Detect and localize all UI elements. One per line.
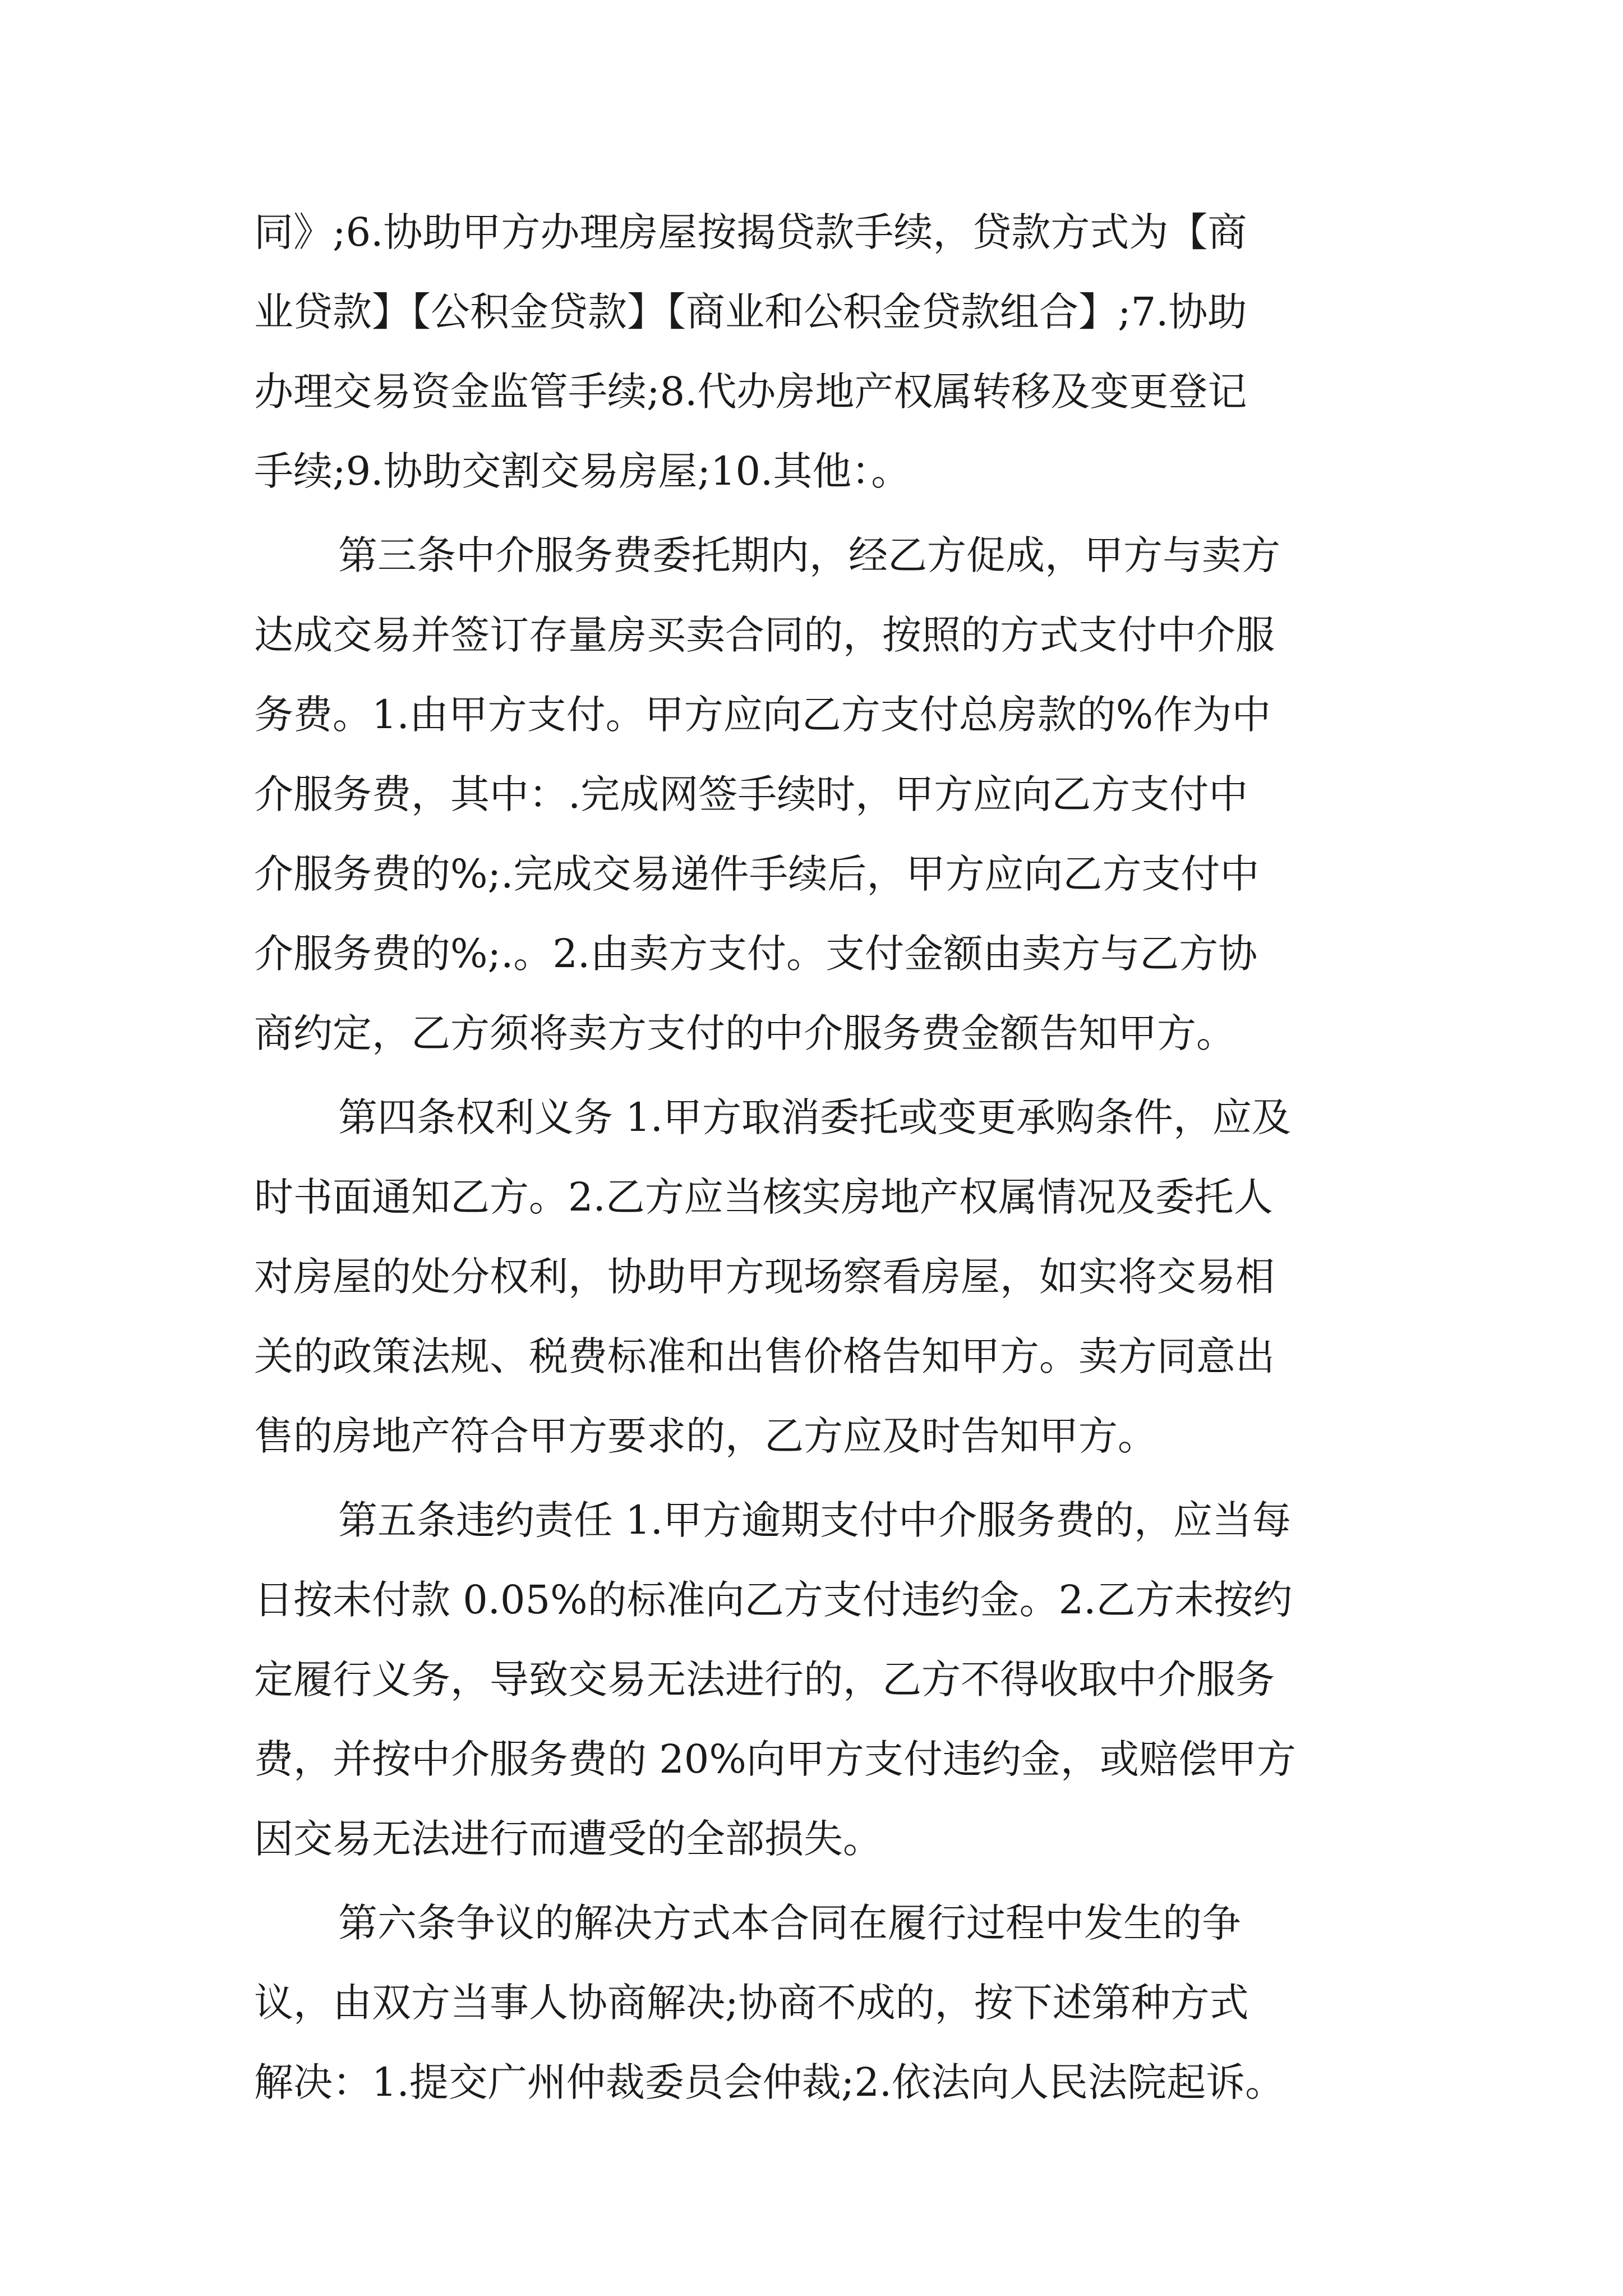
- paragraph-article-5: [254, 1480, 1376, 1879]
- text-line: 业贷款】【公积金贷款】【商业和公积金贷款组合】;7.协助: [254, 289, 1247, 335]
- text-line: 关的政策法规、税费标准和出售价格告知甲方。卖方同意出: [254, 1333, 1275, 1379]
- paragraph-spacer: [254, 1073, 1376, 1078]
- text-line: 定履行义务，导致交易无法进行的，乙方不得收取中介服务: [254, 1657, 1275, 1703]
- paragraph-article-4: [254, 1078, 1376, 1476]
- text-line: 务费。1.由甲方支付。甲方应向乙方支付总房款的%作为中: [254, 692, 1271, 738]
- text-line: 手续;9.协助交割交易房屋;10.其他：。: [254, 448, 911, 494]
- text-line: 因交易无法进行而遭受的全部损失。: [254, 1816, 882, 1862]
- text-line: 日按未付款 0.05%的标准向乙方支付违约金。2.乙方未按约: [254, 1577, 1293, 1623]
- paragraph-article-3: [254, 516, 1376, 1073]
- text-line: 第五条违约责任 1.甲方逾期支付中介服务费的，应当每: [338, 1497, 1292, 1543]
- text-line: 时书面通知乙方。2.乙方应当核实房地产权属情况及委托人: [254, 1174, 1273, 1220]
- text-line: 第六条争议的解决方式本合同在履行过程中发生的争: [338, 1900, 1241, 1946]
- text-line: 同》;6.协助甲方办理房屋按揭贷款手续，贷款方式为【商: [254, 209, 1247, 255]
- paragraph-spacer: [254, 1476, 1376, 1480]
- text-line: 达成交易并签订存量房买卖合同的，按照的方式支付中介服: [254, 612, 1275, 658]
- text-line: 办理交易资金监管手续;8.代办房地产权属转移及变更登记: [254, 369, 1247, 415]
- paragraph-article-6: [254, 1883, 1376, 2122]
- text-line: 售的房地产符合甲方要求的，乙方应及时告知甲方。: [254, 1413, 1157, 1459]
- paragraph-spacer: [254, 511, 1376, 516]
- text-line: 费，并按中介服务费的 20%向甲方支付违约金，或赔偿甲方: [254, 1736, 1296, 1782]
- text-line: 商约定，乙方须将卖方支付的中介服务费金额告知甲方。: [254, 1010, 1235, 1056]
- text-line: 议，由双方当事人协商解决;协商不成的，按下述第种方式: [254, 1980, 1249, 2026]
- text-line: 介服务费的%;.完成交易递件手续后，甲方应向乙方支付中: [254, 851, 1260, 897]
- text-line: 第四条权利义务 1.甲方取消委托或变更承购条件，应及: [338, 1094, 1292, 1140]
- text-line: 第三条中介服务费委托期内，经乙方促成，甲方与卖方: [338, 532, 1280, 578]
- text-line: 解决：1.提交广州仲裁委员会仲裁;2.依法向人民法院起诉。: [254, 2059, 1285, 2105]
- text-line: 对房屋的处分权利，协助甲方现场察看房屋，如实将交易相: [254, 1254, 1275, 1300]
- paragraph-spacer: [254, 1879, 1376, 1883]
- document-body: [254, 192, 1376, 2122]
- text-line: 介服务费的%;.。2.由卖方支付。支付金额由卖方与乙方协: [254, 931, 1258, 977]
- text-line: 介服务费，其中：.完成网签手续时，甲方应向乙方支付中: [254, 771, 1248, 817]
- paragraph-services-continued: [254, 192, 1376, 511]
